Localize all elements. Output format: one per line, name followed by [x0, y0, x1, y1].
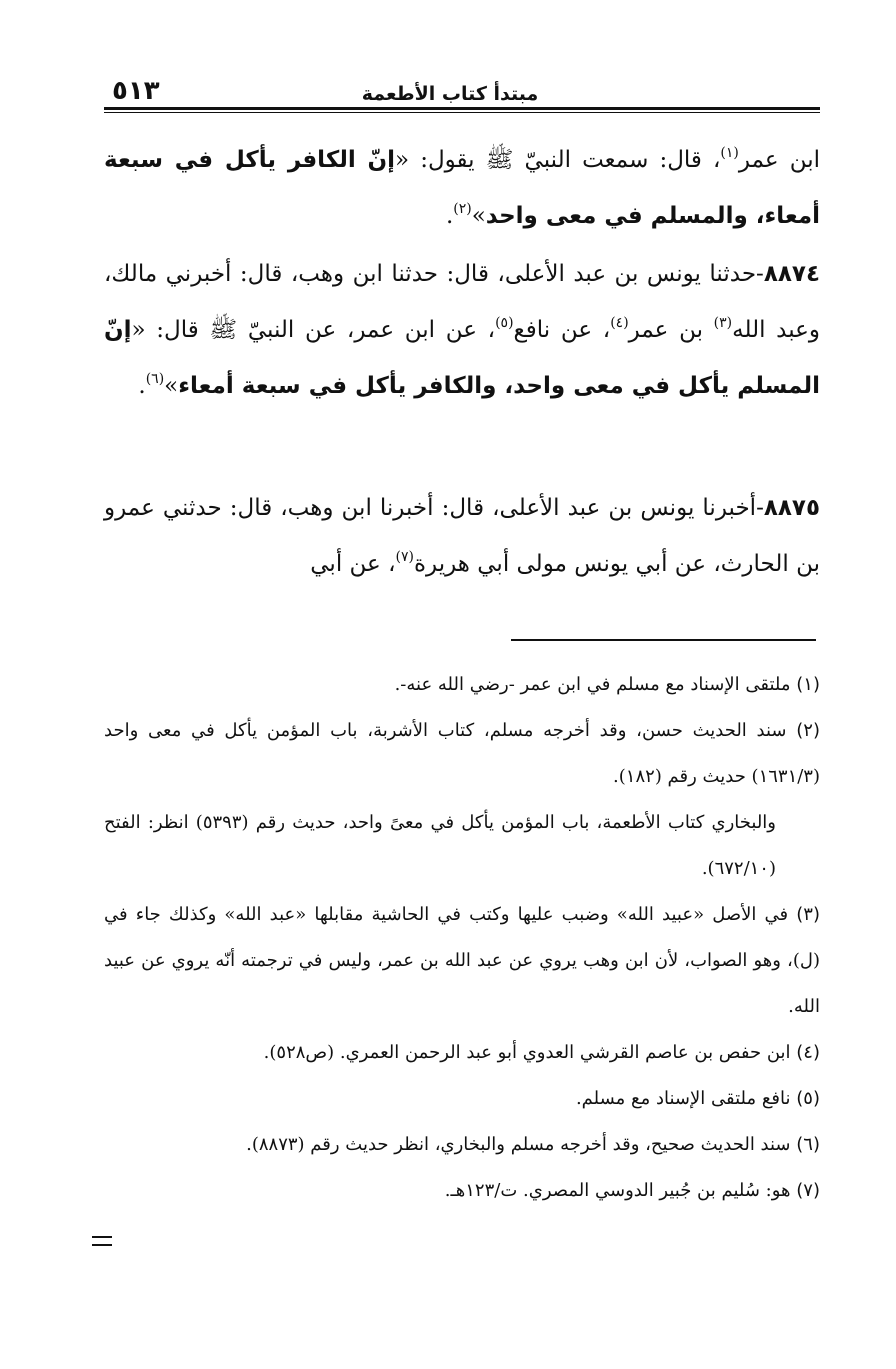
text-run: .: [138, 373, 146, 399]
footnote-separator: [511, 639, 816, 641]
footnote-text: ابن حفص بن عاصم القرشي العدوي أبو عبد الرحمن العمري. (ص٥٢٨).: [263, 1042, 791, 1063]
paragraph-3: [104, 480, 820, 592]
footnote-7: [104, 1168, 820, 1214]
footnote-text: سند الحديث صحيح، وقد أخرجه مسلم والبخاري، انظر حديث رقم (٨٨٧٣).: [246, 1134, 791, 1155]
footnote-id: (٧): [796, 1180, 820, 1201]
footnote-ref: (٧): [395, 549, 414, 565]
text-run: »: [164, 373, 179, 399]
footnote-text: والبخاري كتاب الأطعمة، باب المؤمن يأكل في معىً واحد، حديث رقم (٥٣٩٣) انظر: الفتح (٦٧٢/١٠).: [104, 812, 776, 879]
footnote-ref: (١): [720, 145, 739, 161]
text-run: بن عمر: [628, 317, 714, 343]
footnote-ref: (٥): [495, 315, 514, 331]
footnote-3: [104, 892, 820, 1030]
text-run: ، عن ابن عمر، عن النبيّ ﷺ قال: «: [131, 317, 496, 343]
hadith-number: ٨٨٧٤: [763, 261, 820, 287]
paragraph-2: [104, 246, 820, 414]
text-run: -حدثنا يونس بن عبد الأعلى، قال: حدثنا ابن وهب، قال: أخبرني مالك، وعبد الله: [104, 261, 820, 343]
footnote-ref: (٣): [713, 315, 733, 331]
footnote-id: (٤): [796, 1042, 820, 1063]
footnote-text: هو: سُليم بن جُبير الدوسي المصري. ت/١٢٣هـ.: [444, 1180, 791, 1201]
footnote-ref: (٢): [453, 201, 472, 217]
text-run: ابن عمر: [738, 147, 820, 173]
text-run: .: [445, 203, 454, 229]
footnote-1: [104, 662, 820, 708]
footnote-id: (٥): [796, 1088, 820, 1109]
main-text: [104, 132, 820, 244]
paragraph-1: [104, 132, 820, 244]
footnote-5: [104, 1076, 820, 1122]
running-title: مبتدأ كتاب الأطعمة: [361, 83, 539, 105]
footnote-ref: (٦): [145, 371, 165, 387]
footnote-2-continued: [104, 800, 820, 892]
footnote-id: (١): [796, 674, 820, 695]
main-text-3: [104, 480, 820, 592]
footnote-id: (٦): [796, 1134, 820, 1155]
hadith-number: ٨٨٧٥: [763, 495, 820, 521]
footnote-id: (٢): [796, 720, 820, 741]
footnotes: [104, 662, 820, 1214]
footnote-text: نافع ملتقى الإسناد مع مسلم.: [575, 1088, 791, 1109]
footnote-6: [104, 1122, 820, 1168]
footnote-text: في الأصل «عبيد الله» وضبب عليها وكتب في الحاشية مقابلها «عبد الله» وكذلك جاء في (ل)، وهو الصواب، لأن ابن وهب يروي عن عبد الله بن عمر، وليس في ترجمته أنّه يروي عن عبيد الله.: [104, 904, 820, 1017]
text-run: ، عن نافع: [513, 317, 611, 343]
footnote-text: ملتقى الإسناد مع مسلم في ابن عمر -رضي الله عنه-.: [394, 674, 791, 695]
text-run: »: [471, 203, 486, 229]
hadith-text: إنّ المسلم يأكل في معى واحد، والكافر يأكل في سبعة أمعاء: [104, 317, 820, 399]
hadith-text: إنّ الكافر يأكل في سبعة أمعاء، والمسلم في معى واحد: [104, 147, 820, 229]
footnote-ref: (٤): [610, 315, 629, 331]
footnote-4: [104, 1030, 820, 1076]
main-text-2: [104, 246, 820, 414]
footnote-id: (٣): [796, 904, 820, 925]
text-run: ، عن أبي: [310, 551, 396, 577]
footnote-text: سند الحديث حسن، وقد أخرجه مسلم، كتاب الأشربة، باب المؤمن يأكل في معى واحد (١٦٣١/٣) حديث رقم (١٨٢).: [104, 720, 820, 787]
page-number: ٥١٣: [112, 76, 160, 106]
text-run: -أخبرنا يونس بن عبد الأعلى، قال: أخبرنا ابن وهب، قال: حدثني عمرو بن الحارث، عن أبي يونس مولى أبي هريرة: [104, 495, 820, 577]
page-end-mark: [92, 1236, 112, 1246]
text-run: ، قال: سمعت النبيّ ﷺ يقول: «: [395, 147, 721, 173]
footnote-2: [104, 708, 820, 800]
header-rule: [104, 107, 820, 113]
